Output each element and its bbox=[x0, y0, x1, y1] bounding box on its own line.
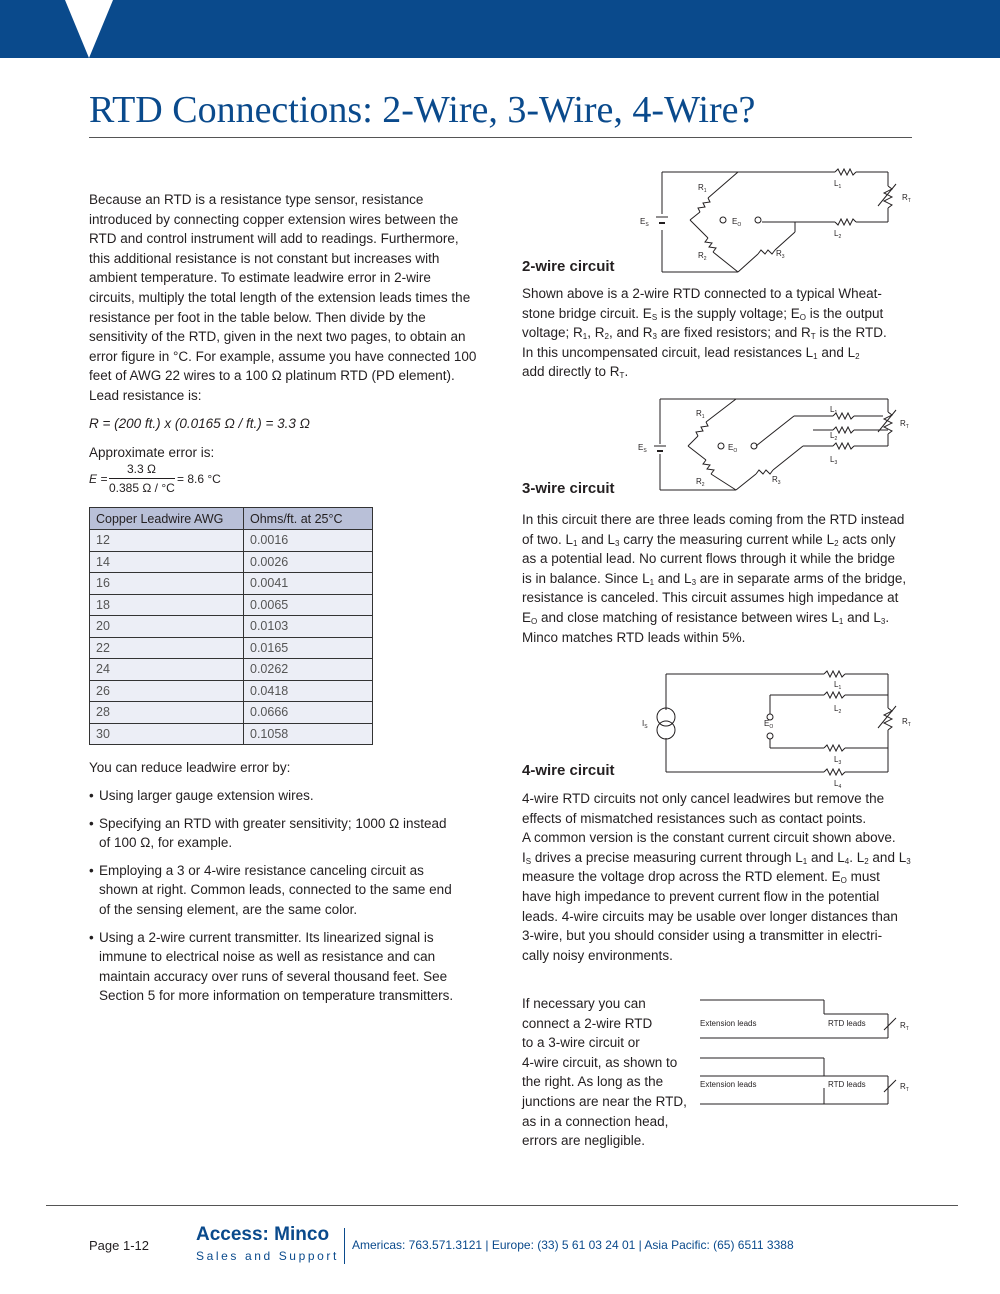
two-wire-heading: 2-wire circuit bbox=[522, 258, 615, 275]
brand-tagline: Sales and Support bbox=[196, 1249, 339, 1263]
conversion-description: If necessary you can connect a 2-wire RTD to a 3-wire circuit or 4-wire circuit, as shown to the right. As long as the junctions are near the RTD, as in a connection head, errors are negligible. bbox=[522, 996, 687, 1149]
table-row bbox=[90, 551, 373, 573]
label-l2: $L_2$ bbox=[834, 229, 842, 240]
table-cell-awg: 28 bbox=[90, 702, 244, 724]
label-eo: $E_O$ bbox=[732, 217, 742, 228]
fraction-bar bbox=[109, 478, 175, 479]
label-r3: $R_3$ bbox=[776, 249, 785, 260]
list-item: • Employing a 3 or 4-wire resistance canceling circuit as shown at right. Common leads, connected to the same end of the sensing element, are the same color. bbox=[89, 861, 459, 920]
table-cell-ohms: 0.0418 bbox=[244, 680, 373, 702]
table-row bbox=[90, 616, 373, 638]
table-cell-awg: 24 bbox=[90, 659, 244, 681]
formula-numerator: 3.3 Ω bbox=[127, 462, 156, 476]
page-number: Page 1-12 bbox=[89, 1238, 149, 1253]
title-divider bbox=[89, 137, 912, 138]
brand-divider bbox=[344, 1228, 345, 1264]
label-r1: $R_1$ bbox=[696, 409, 705, 420]
table-cell-ohms: 0.0065 bbox=[244, 594, 373, 616]
label-l1: $L_1$ bbox=[830, 405, 838, 416]
table-cell-ohms: 0.0026 bbox=[244, 551, 373, 573]
contact-numbers: Americas: 763.571.3121 | Europe: (33) 5 61 03 24 01 | Asia Pacific: (65) 6511 3388 bbox=[352, 1238, 794, 1252]
label-rt: $R_T$ bbox=[900, 419, 909, 430]
table-cell-awg: 12 bbox=[90, 530, 244, 552]
footer-divider bbox=[46, 1205, 958, 1206]
intro-paragraph: Because an RTD is a resistance type sensor, resistance introduced by connecting copper extension wires between the RTD and control instrument will add to readings. Furthermore, this additional resistance is not constant but increases with ambient temperature. To estimate leadwire error in 2-wire circuits, multiply the total length of the extension leads times the resistance per foot in the table below. Then divide by the sensitivity of the RTD, given in the next two pages, to obtain an error figure in °C. For example, assume you have connected 100 feet of AWG 22 wires to a 100 Ω platinum RTD (PD element). Lead resistance is: bbox=[89, 192, 477, 403]
table-cell-ohms: 0.0262 bbox=[244, 659, 373, 681]
table-row bbox=[90, 594, 373, 616]
label-r2: $R_2$ bbox=[698, 251, 707, 262]
three-wire-heading: 3-wire circuit bbox=[522, 480, 615, 497]
three-wire-circuit-diagram bbox=[628, 394, 920, 494]
table-cell-ohms: 0.1058 bbox=[244, 723, 373, 745]
table-row bbox=[90, 573, 373, 595]
label-l2: $L_2$ bbox=[830, 431, 838, 442]
leadwire-table bbox=[89, 507, 373, 745]
table-cell-ohms: 0.0041 bbox=[244, 573, 373, 595]
label-rt: $R_T$ bbox=[902, 717, 911, 728]
label-l2: $L_2$ bbox=[834, 704, 842, 715]
label-rt: $R_T$ bbox=[902, 193, 911, 204]
four-wire-heading: 4-wire circuit bbox=[522, 762, 615, 779]
table-cell-ohms: 0.0666 bbox=[244, 702, 373, 724]
label-l3: $L_3$ bbox=[830, 455, 838, 466]
list-item: • Using a 2-wire current transmitter. Its linearized signal is immune to electrical noise as well as resistance and can maintain accuracy over runs of several thousand feet. See Section 5 for more information on temperature transmitters. bbox=[89, 928, 459, 1006]
label-l1: $L_1$ bbox=[834, 179, 842, 190]
table-header-ohms: Ohms/ft. at 25°C bbox=[244, 508, 373, 530]
table-row bbox=[90, 680, 373, 702]
label-l3: $L_3$ bbox=[834, 755, 842, 766]
table-row bbox=[90, 530, 373, 552]
table-cell-awg: 30 bbox=[90, 723, 244, 745]
resistance-equation: R = (200 ft.) x (0.0165 Ω / ft.) = 3.3 Ω bbox=[89, 416, 310, 431]
table-row bbox=[90, 723, 373, 745]
reduce-error-intro: You can reduce leadwire error by: bbox=[89, 760, 291, 775]
table-cell-awg: 26 bbox=[90, 680, 244, 702]
table-cell-awg: 20 bbox=[90, 616, 244, 638]
table-row bbox=[90, 637, 373, 659]
list-item: • Using larger gauge extension wires. bbox=[89, 786, 459, 806]
top-banner bbox=[0, 0, 1000, 58]
approx-error-label: Approximate error is: bbox=[89, 445, 215, 460]
formula-lhs: E = bbox=[89, 472, 108, 486]
list-item: • Specifying an RTD with greater sensitivity; 1000 Ω instead of 100 Ω, for example. bbox=[89, 814, 459, 853]
table-cell-ohms: 0.0165 bbox=[244, 637, 373, 659]
label-eo: $E_O$ bbox=[728, 443, 738, 454]
wire-conversion-diagram bbox=[698, 996, 920, 1108]
label-r1: $R_1$ bbox=[698, 183, 707, 194]
label-es: $E_S$ bbox=[640, 217, 649, 228]
banner-notch-graphic bbox=[0, 0, 130, 58]
four-wire-description: 4-wire RTD circuits not only cancel leadwires but remove the effects of mismatched resistances such as contact points. A common version is the constant current circuit shown above. $I_S$ drives a precise measuring current through $L_1$ and $L_4$. $L_2$ and $L_3$ measure the voltage drop across the RTD element. $E_O$ must have high impedance to prevent current flow in the potential leads. 4-wire circuits may be usable over longer distances than 3-wire, but you should consider using a transmitter in electri- cally noisy environments. bbox=[522, 791, 911, 963]
label-eo: $E_O$ bbox=[764, 719, 774, 730]
table-row bbox=[90, 659, 373, 681]
label-r3: $R_3$ bbox=[772, 475, 781, 486]
table-cell-awg: 18 bbox=[90, 594, 244, 616]
error-formula bbox=[89, 462, 249, 498]
rtd-leads-label-2: RTD leads bbox=[828, 1080, 866, 1089]
table-header-awg: Copper Leadwire AWG bbox=[90, 508, 244, 530]
label-es: $E_S$ bbox=[638, 443, 647, 454]
label-l4: $L_4$ bbox=[834, 779, 842, 790]
formula-result: = 8.6 °C bbox=[177, 472, 221, 486]
four-wire-circuit-diagram bbox=[634, 664, 920, 790]
two-wire-circuit-diagram bbox=[630, 162, 920, 274]
page-title: RTD Connections: 2-Wire, 3-Wire, 4-Wire? bbox=[89, 89, 756, 131]
table-cell-awg: 14 bbox=[90, 551, 244, 573]
table-header-row bbox=[90, 508, 373, 530]
label-rt: $R_T$ bbox=[900, 1021, 909, 1032]
brand-name: Access: Minco bbox=[196, 1224, 330, 1245]
label-r2: $R_2$ bbox=[696, 477, 705, 488]
table-cell-awg: 16 bbox=[90, 573, 244, 595]
extension-leads-label-1: Extension leads bbox=[700, 1019, 757, 1028]
table-cell-ohms: 0.0103 bbox=[244, 616, 373, 638]
two-wire-description: Shown above is a 2-wire RTD connected to a typical Wheat- stone bridge circuit. $E_S$ is the supply voltage; $E_O$ is the output voltage; $R_1$, $R_2$, and $R_3$ are fixed resistors; and $R_T$ is the RTD. In this uncompensated circuit, lead resistances $L_1$ and $L_2$ add directly to $R_T$. bbox=[522, 286, 887, 381]
label-is: $I_S$ bbox=[642, 719, 648, 730]
formula-denominator: 0.385 Ω / °C bbox=[109, 481, 175, 495]
table-cell-awg: 22 bbox=[90, 637, 244, 659]
label-l1: $L_1$ bbox=[834, 680, 842, 691]
rtd-leads-label-1: RTD leads bbox=[828, 1019, 866, 1028]
label-rt: $R_T$ bbox=[900, 1082, 909, 1093]
reduce-error-list bbox=[89, 786, 459, 1014]
extension-leads-label-2: Extension leads bbox=[700, 1080, 757, 1089]
table-cell-ohms: 0.0016 bbox=[244, 530, 373, 552]
table-row bbox=[90, 702, 373, 724]
three-wire-description: In this circuit there are three leads coming from the RTD instead of two. $L_1$ and $L_3$ carry the measuring current while $L_2$ acts only as a potential lead. No current flows through it while the bridge is in balance. Since $L_1$ and $L_3$ are in separate arms of the bridge, resistance is canceled. This circuit assumes high impedance at $E_O$ and close matching of resistance between wires $L_1$ and $L_3$. Minco matches RTD leads within 5%. bbox=[522, 512, 907, 645]
